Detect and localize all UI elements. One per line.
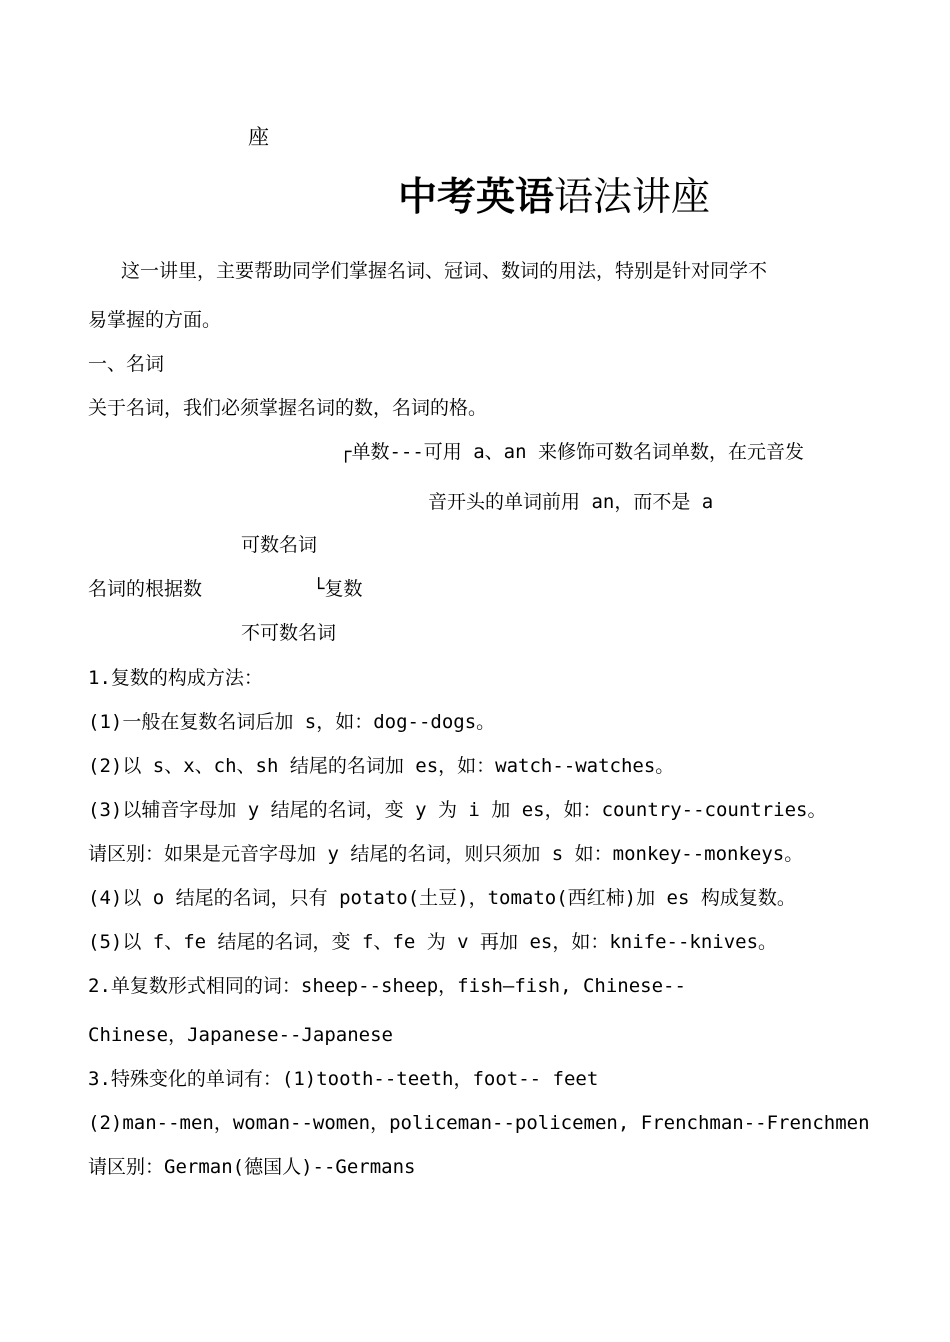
special-change-line-1: 3.特殊变化的单词有：(1)tooth--teeth，foot-- feet	[88, 1068, 599, 1090]
section-heading-nouns: 一、名词	[88, 353, 165, 375]
diagram-singular-line-2: 音开头的单词前用 an，而不是 a	[428, 491, 714, 513]
rule-5: (5)以 f、fe 结尾的名词，变 f、fe 为 v 再加 es，如：knife--knives。	[88, 931, 778, 953]
same-form-line-1: 2.单复数形式相同的词：sheep--sheep，fish—fish, Chinese--	[88, 975, 686, 997]
rule-3-note: 请区别：如果是元音字母加 y 结尾的名词，则只须加 s 如：monkey--monkeys。	[88, 843, 804, 865]
diagram-uncountable-noun: 不可数名词	[241, 622, 337, 644]
page-header-fragment: 座	[248, 125, 269, 149]
rule-4: (4)以 o 结尾的名词，只有 potato(土豆)，tomato(西红柿)加 es 构成复数。	[88, 887, 796, 909]
intro-line-2: 易掌握的方面。	[88, 309, 222, 331]
rule-1: (1)一般在复数名词后加 s，如：dog--dogs。	[88, 711, 496, 733]
page-title	[398, 172, 710, 223]
section-intro-text: 关于名词，我们必须掌握名词的数，名词的格。	[88, 397, 488, 419]
title-bold-part: 中考英语	[398, 174, 555, 220]
diagram-root-label: 名词的根据数	[88, 578, 203, 600]
rule-3: (3)以辅音字母加 y 结尾的名词，变 y 为 i 加 es，如：country--countries。	[88, 799, 827, 821]
intro-line-1: 这一讲里，主要帮助同学们掌握名词、冠词、数词的用法，特别是针对同学不	[121, 260, 768, 282]
diagram-plural-label: └复数	[313, 578, 363, 600]
diagram-singular-line-1: ┌单数---可用 a、an 来修饰可数名词单数，在元音发	[340, 441, 804, 463]
same-form-line-2: Chinese，Japanese--Japanese	[88, 1024, 393, 1046]
rule-2: (2)以 s、x、ch、sh 结尾的名词加 es，如：watch--watches。	[88, 755, 675, 777]
special-change-note: 请区别：German(德国人)--Germans	[88, 1156, 416, 1178]
diagram-countable-noun: 可数名词	[241, 534, 318, 556]
title-normal-part: 语法讲座	[554, 175, 711, 220]
special-change-line-2: (2)man--men，woman--women，policeman--policemen, Frenchman--Frenchmen	[88, 1112, 870, 1134]
plural-formation-heading: 1.复数的构成方法：	[88, 667, 263, 689]
